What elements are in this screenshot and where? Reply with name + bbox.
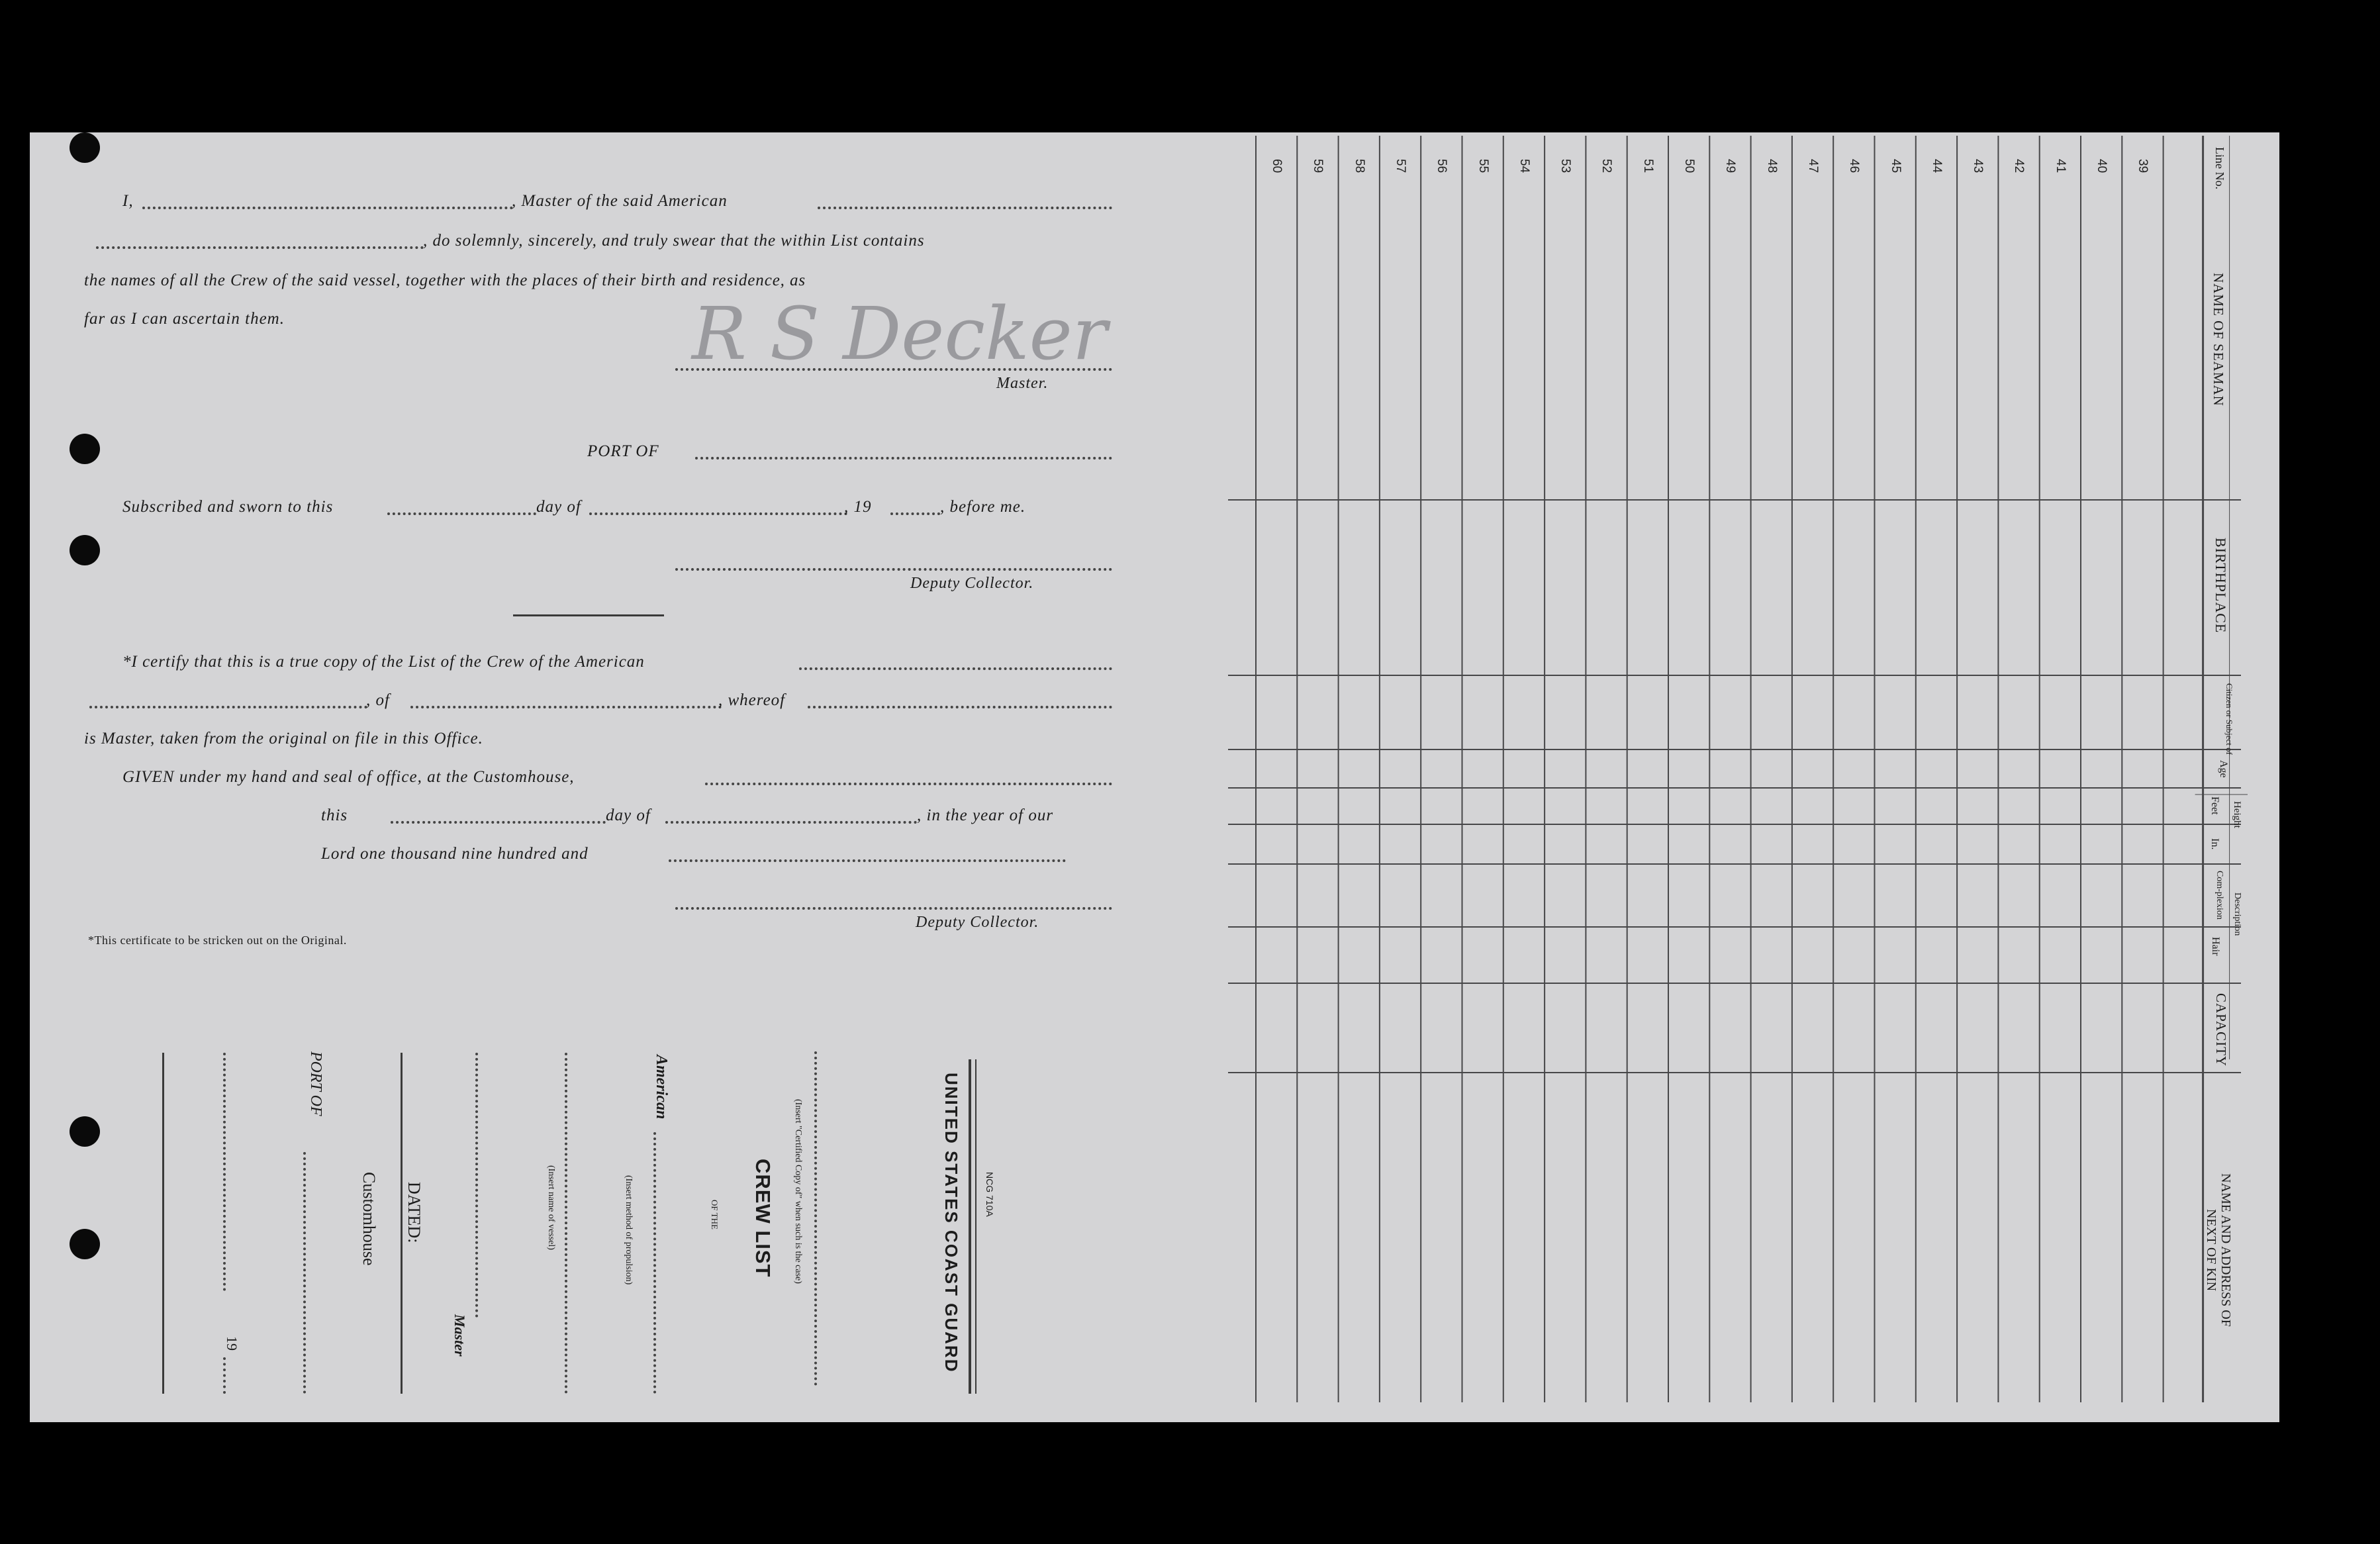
- line-number: 60: [1270, 159, 1284, 173]
- cover-blank: [223, 1053, 226, 1291]
- certificate-footnote: *This certificate to be stricken out on the Original.: [88, 934, 347, 947]
- line-number: 44: [1929, 159, 1944, 173]
- oath-line3: the names of all the Crew of the said vessel, together with the places of their birth and residence, as: [84, 271, 806, 289]
- signature-line: [675, 568, 1112, 571]
- fill-blank: [808, 706, 1112, 708]
- cover-american: American: [653, 1055, 670, 1120]
- cover-agency: UNITED STATES COAST GUARD: [941, 1073, 961, 1373]
- cover-year: 19: [224, 1336, 240, 1351]
- cover-form-number: NCG 710A: [984, 1172, 995, 1217]
- fill-blank: [391, 821, 606, 824]
- fill-blank: [799, 667, 1112, 670]
- certificate-day-of: day of: [606, 806, 651, 824]
- deputy-collector-label: Deputy Collector.: [916, 914, 1039, 931]
- line-number: 56: [1435, 159, 1449, 173]
- master-label: Master.: [996, 375, 1049, 392]
- header-birthplace: BIRTHPLACE: [2213, 538, 2229, 634]
- line-number: 49: [1723, 159, 1738, 173]
- binder-hole: [70, 1229, 100, 1259]
- line-number: 39: [2136, 159, 2150, 173]
- subscribed-text: Subscribed and sworn to this: [122, 498, 334, 516]
- section-divider: [513, 614, 664, 616]
- oath-line2: , do solemnly, sincerely, and truly swear that the within List contains: [423, 232, 925, 250]
- certificate-whereof: , whereof: [718, 691, 786, 709]
- cover-crew-list: CREW LIST: [751, 1159, 775, 1278]
- cover-master: Master: [452, 1314, 468, 1357]
- header-description: Description: [2232, 893, 2242, 936]
- cover-rule: [969, 1059, 971, 1394]
- cover-blank: [223, 1357, 226, 1394]
- cover-of-the: OF THE: [710, 1200, 720, 1230]
- line-number: 48: [1764, 159, 1779, 173]
- line-number: 57: [1393, 159, 1407, 173]
- cover-rule: [401, 1053, 403, 1394]
- line-number: 47: [1805, 159, 1820, 173]
- line-number: 46: [1847, 159, 1862, 173]
- subscribed-before: , before me.: [940, 498, 1026, 516]
- line-number: 45: [1888, 159, 1903, 173]
- header-inches: In.: [2209, 838, 2220, 850]
- fill-blank: [387, 512, 536, 515]
- binder-hole: [70, 434, 100, 464]
- cover-port-of: PORT OF: [307, 1051, 324, 1116]
- cover-blank: [814, 1051, 817, 1386]
- header-height: Height: [2232, 801, 2242, 828]
- line-number: 54: [1517, 159, 1531, 173]
- fill-blank: [589, 512, 847, 515]
- line-number: 43: [1971, 159, 1985, 173]
- header-complexion: Com-plexion: [2214, 871, 2224, 920]
- signature-line: [675, 368, 1112, 371]
- fill-blank: [705, 783, 1112, 785]
- cover-blank: [303, 1152, 306, 1394]
- cover-blank: [475, 1053, 478, 1318]
- fill-blank: [89, 706, 367, 708]
- certificate-year-of-our: , in the year of our: [917, 806, 1054, 824]
- oath-port-of: PORT OF: [587, 442, 659, 460]
- cover-blank: [565, 1053, 567, 1394]
- oath-line4: far as I can ascertain them.: [84, 310, 285, 328]
- line-number: 53: [1558, 159, 1573, 173]
- fill-blank: [96, 246, 424, 249]
- line-number: 50: [1682, 159, 1696, 173]
- subscribed-year: , 19: [844, 498, 872, 516]
- binder-hole: [70, 1116, 100, 1147]
- master-signature: R S Decker: [692, 291, 1108, 376]
- header-feet: Feet: [2209, 796, 2220, 815]
- document-page: [30, 132, 2279, 1422]
- line-number: 41: [2053, 159, 2068, 173]
- line-number: 59: [1311, 159, 1325, 173]
- certificate-line3: is Master, taken from the original on file in this Office.: [84, 730, 483, 748]
- crew-table: [1228, 132, 2279, 1422]
- line-number: 42: [2012, 159, 2026, 173]
- cover-dated: DATED:: [405, 1182, 424, 1243]
- cover-customhouse: Customhouse: [359, 1172, 379, 1266]
- fill-blank: [142, 207, 513, 209]
- header-name-of-seaman: NAME OF SEAMAN: [2211, 273, 2226, 407]
- cover-blank: [653, 1132, 656, 1394]
- binder-hole: [70, 535, 100, 565]
- fill-blank: [890, 512, 940, 515]
- certificate-line6: Lord one thousand nine hundred and: [321, 845, 589, 863]
- line-number: 58: [1352, 159, 1366, 173]
- deputy-collector-label: Deputy Collector.: [910, 575, 1034, 592]
- cover-insert-vessel: (Insert name of vessel): [546, 1165, 556, 1250]
- signature-line: [675, 907, 1112, 910]
- oath-line1-end: , Master of the said American: [512, 192, 728, 210]
- certificate-line1: *I certify that this is a true copy of the List of the Crew of the American: [122, 653, 645, 671]
- binder-hole: [70, 132, 100, 163]
- header-age: Age: [2218, 760, 2229, 778]
- line-number: 40: [2095, 159, 2109, 173]
- header-line-no: Line No.: [2213, 147, 2226, 189]
- header-capacity: CAPACITY: [2213, 993, 2229, 1067]
- fill-blank: [665, 821, 917, 824]
- cover-rule: [162, 1053, 164, 1394]
- line-number: 55: [1476, 159, 1490, 173]
- certificate-line4: GIVEN under my hand and seal of office, at the Customhouse,: [122, 768, 575, 786]
- fill-blank: [669, 859, 1066, 862]
- fill-blank: [410, 706, 722, 708]
- cover-insert-certified: (Insert "Certified Copy of" when such is the case): [793, 1099, 803, 1284]
- fill-blank: [818, 207, 1112, 209]
- cover-insert-method: (Insert method of propulsion): [624, 1175, 634, 1285]
- line-number: 52: [1599, 159, 1614, 173]
- certificate-of: , of: [366, 691, 390, 709]
- header-citizen: Citizen or Subject of: [2224, 683, 2234, 755]
- oath-line1-start: I,: [122, 192, 134, 210]
- certificate-this: this: [321, 806, 348, 824]
- subscribed-day: day of: [536, 498, 581, 516]
- fill-blank: [695, 457, 1112, 459]
- header-hair: Hair: [2210, 937, 2221, 956]
- cover-rule: [975, 1059, 976, 1394]
- line-number: 51: [1641, 159, 1655, 173]
- header-next-of-kin: NAME AND ADDRESS OF NEXT OF KIN: [2204, 1173, 2233, 1327]
